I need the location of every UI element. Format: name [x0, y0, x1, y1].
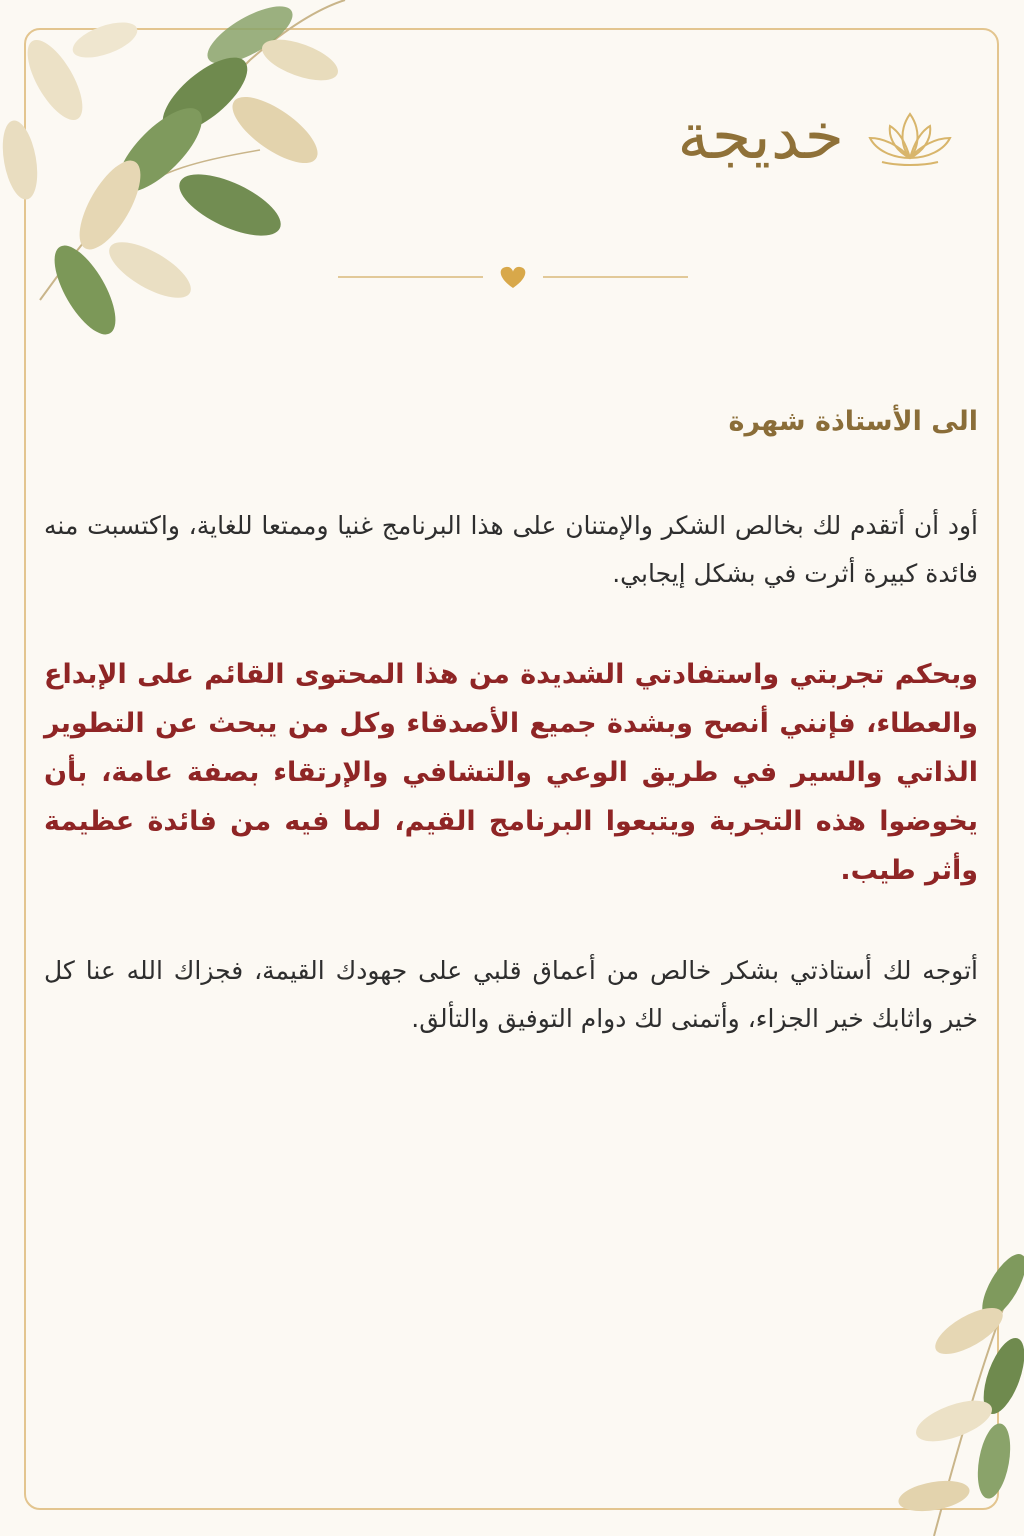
letter-addressee: الى الأستاذة شهرة: [728, 406, 978, 437]
leaf-branch-bottom-right-icon: [874, 1246, 1024, 1536]
heart-icon: [501, 267, 526, 288]
letter-paragraph-1: أود أن أتقدم لك بخالص الشكر والإمتنان على هذا البرنامج غنيا وممتعا للغاية، واكتسبت منه فائدة كبيرة أثرت في بشكل إيجابي.: [44, 511, 978, 588]
letter-body: [44, 398, 978, 1043]
lotus-icon: [862, 106, 958, 168]
letter-paragraph-3: أتوجه لك أستاذتي بشكر خالص من أعماق قلبي على جهودك القيمة، فجزاك الله عنا كل خير واثابك خير الجزاء، وأتمنى لك دوام التوفيق والتألق.: [44, 956, 978, 1033]
leaf-branch-top-left-icon: [0, 0, 360, 360]
page-title: خديجة: [677, 100, 844, 174]
letter-paragraph-2: وبحكم تجربتي واستفادتي الشديدة من هذا المحتوى القائم على الإبداع والعطاء، فإنني أنصح وبشدة جميع الأصدقاء وكل من يبحث عن التطوير الذاتي والسير في طريق الوعي والتشافي والإرتقاء بصفة عامة، بأن يخوضوا هذه التجربة ويتبعوا البرنامج القيم، لما فيه من فائدة عظيمة وأثر طيب.: [44, 659, 978, 886]
heart-divider: [338, 262, 688, 292]
letter-header: [677, 92, 958, 182]
